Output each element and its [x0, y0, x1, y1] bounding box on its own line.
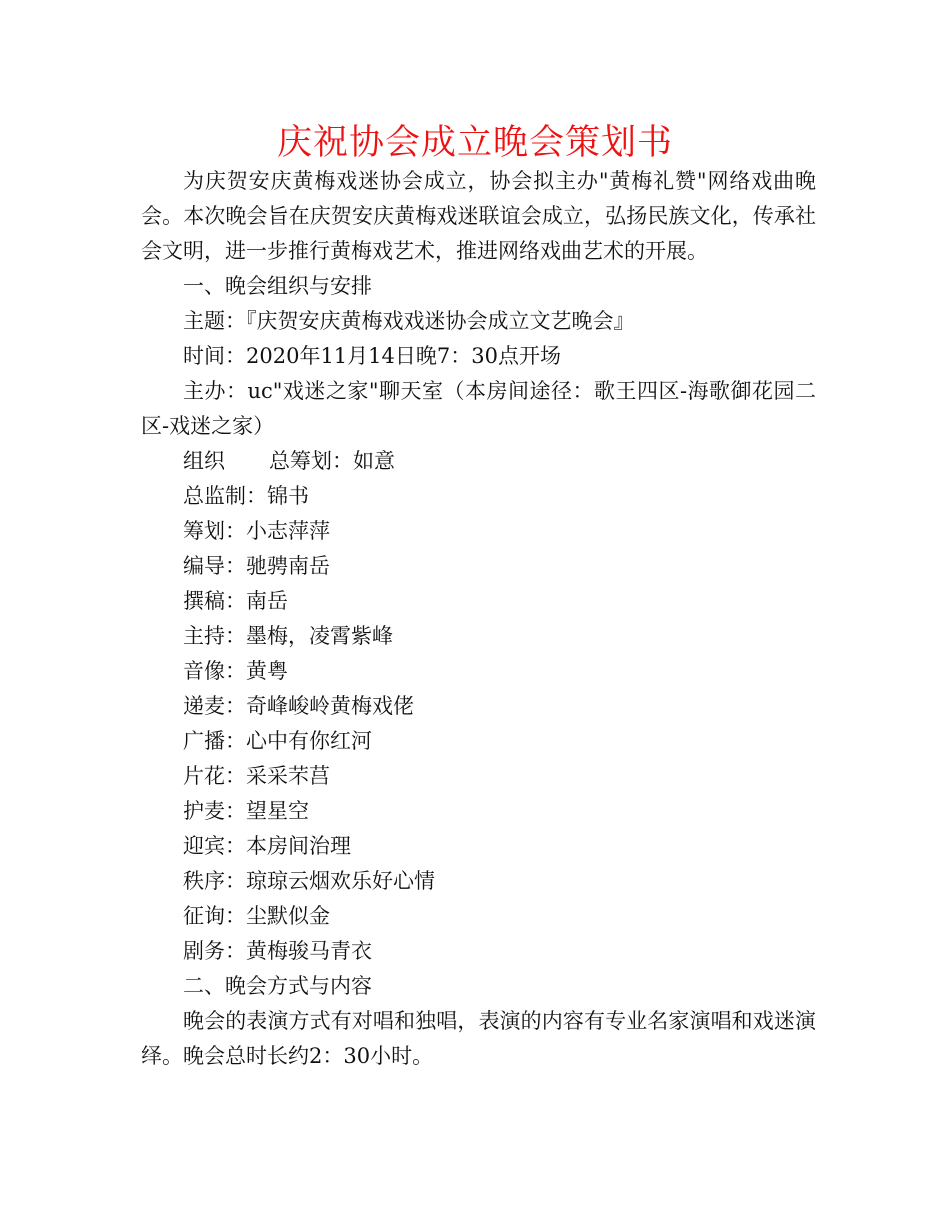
theme-line: 主题：『庆贺安庆黄梅戏戏迷协会成立文艺晚会』: [183, 309, 635, 333]
staff-line: 片花：采采芣莒: [183, 764, 330, 788]
organization-label: 组织: [183, 449, 225, 473]
staff-line: 总监制：锦书: [183, 484, 309, 508]
document-title: 庆祝协会成立晚会策划书: [276, 123, 673, 163]
section-heading-organization: 一、晚会组织与安排: [183, 274, 372, 298]
staff-line: 广播：心中有你红河: [183, 729, 372, 753]
staff-line: 护麦：望星空: [183, 799, 309, 823]
document-body: [141, 164, 816, 1074]
staff-line: 迎宾：本房间治理: [183, 834, 351, 858]
staff-line: 筹划：小志萍萍: [183, 519, 330, 543]
staff-line: 递麦：奇峰峻岭黄梅戏佬: [183, 694, 414, 718]
staff-line: 主持：墨梅，凌霄紫峰: [183, 624, 393, 648]
staff-line: 编导：驰骋南岳: [183, 554, 330, 578]
staff-line: 剧务：黄梅骏马青衣: [183, 939, 372, 963]
intro-paragraph: 为庆贺安庆黄梅戏迷协会成立，协会拟主办"黄梅礼赞"网络戏曲晚会。本次晚会旨在庆贺安庆黄梅戏迷联谊会成立，弘扬民族文化，传承社会文明，进一步推行黄梅戏艺术，推进网络戏曲艺术的开展。: [141, 169, 816, 263]
staff-line: 秩序：琼琼云烟欢乐好心情: [183, 869, 435, 893]
section-heading-format: 二、晚会方式与内容: [183, 974, 372, 998]
format-paragraph: 晚会的表演方式有对唱和独唱，表演的内容有专业名家演唱和戏迷演绎。晚会总时长约2：30小时。: [141, 1009, 816, 1068]
chief-planner: 总筹划：如意: [269, 449, 395, 473]
time-line: 时间：2020年11月14日晚7：30点开场: [183, 344, 561, 368]
staff-line: 征询：尘默似金: [183, 904, 330, 928]
organization-line: [141, 444, 816, 479]
staff-line: 音像：黄粤: [183, 659, 288, 683]
host-line: 主办：uc"戏迷之家"聊天室（本房间途径：歌王四区-海歌御花园二区-戏迷之家）: [141, 379, 816, 438]
staff-line: 撰稿：南岳: [183, 589, 288, 613]
